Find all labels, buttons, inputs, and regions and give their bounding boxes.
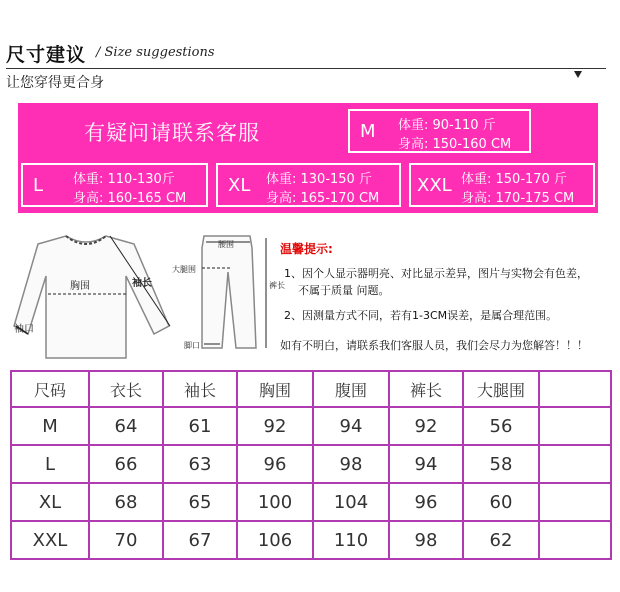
length-label: 裤长	[269, 281, 285, 290]
tip-item: 不属于质量 问题。	[298, 284, 390, 297]
size-box-l	[21, 163, 208, 207]
table-cell	[539, 521, 611, 559]
height-range: 身高: 160-165 CM	[73, 191, 187, 206]
size-label: M	[360, 121, 376, 142]
tips-title: 温馨提示:	[280, 242, 333, 256]
weight-range: 体重: 150-170 斤	[461, 172, 567, 187]
page-title-english: / Size suggestions	[96, 45, 215, 60]
thigh-label: 大腿围	[172, 265, 196, 274]
table-row	[11, 483, 611, 521]
table-cell: 70	[89, 521, 163, 559]
table-cell: 60	[463, 483, 539, 521]
size-box-m	[348, 109, 531, 153]
table-cell: 94	[313, 407, 389, 445]
size-banner	[18, 103, 598, 213]
table-cell: 100	[237, 483, 313, 521]
page-subtitle: 让您穿得更合身	[6, 75, 104, 91]
column-header: 尺码	[11, 371, 89, 407]
cuff-label: 袖口	[14, 324, 34, 335]
triangle-down-icon	[574, 71, 582, 78]
column-header: 胸围	[237, 371, 313, 407]
tip-item: 如有不明白，请联系我们客服人员，我们会尽力为您解答！！！	[280, 339, 588, 352]
table-cell: 63	[163, 445, 237, 483]
table-cell: 92	[237, 407, 313, 445]
column-header: 腹围	[313, 371, 389, 407]
size-table	[10, 370, 612, 560]
table-cell: 58	[463, 445, 539, 483]
table-cell: XXL	[11, 521, 89, 559]
size-label: XXL	[417, 175, 452, 196]
contact-service-text: 有疑问请联系客服	[84, 121, 260, 145]
tip-item: 1、因个人显示器明亮、对比显示差异，图片与实物会有色差，	[284, 267, 588, 280]
size-box-xxl	[409, 163, 595, 207]
weight-range: 体重: 110-130斤	[73, 172, 175, 187]
weight-range: 体重: 130-150 斤	[266, 172, 372, 187]
table-cell: 62	[463, 521, 539, 559]
table-cell: 98	[389, 521, 463, 559]
table-cell: 104	[313, 483, 389, 521]
pants-diagram	[170, 228, 285, 358]
height-range: 身高: 165-170 CM	[266, 191, 380, 206]
weight-range: 体重: 90-110 斤	[398, 118, 496, 133]
table-row	[11, 445, 611, 483]
column-header: 衣长	[89, 371, 163, 407]
size-box-xl	[216, 163, 401, 207]
table-cell: M	[11, 407, 89, 445]
page-title: 尺寸建议	[6, 44, 87, 66]
table-cell: 56	[463, 407, 539, 445]
waist-label: 腰围	[218, 240, 234, 249]
table-cell: L	[11, 445, 89, 483]
column-header: 裤长	[389, 371, 463, 407]
hem-label: 脚口	[184, 341, 200, 350]
table-row	[11, 407, 611, 445]
table-cell	[539, 445, 611, 483]
sleeve-label: 袖长	[132, 278, 152, 289]
table-cell	[539, 483, 611, 521]
table-cell: 98	[313, 445, 389, 483]
table-cell: 92	[389, 407, 463, 445]
table-cell: 96	[389, 483, 463, 521]
column-header: 袖长	[163, 371, 237, 407]
table-cell: 110	[313, 521, 389, 559]
table-cell: 68	[89, 483, 163, 521]
column-header: 大腿围	[463, 371, 539, 407]
table-header-row	[11, 371, 611, 407]
table-cell: XL	[11, 483, 89, 521]
table-cell: 106	[237, 521, 313, 559]
table-cell: 64	[89, 407, 163, 445]
tip-item: 2、因测量方式不同，若有1-3CM误差，是属合理范围。	[284, 309, 558, 322]
header-divider	[6, 68, 606, 69]
size-label: XL	[228, 175, 251, 196]
pants-outline	[202, 236, 256, 348]
height-range: 身高: 150-160 CM	[398, 137, 512, 152]
table-cell: 66	[89, 445, 163, 483]
table-row	[11, 521, 611, 559]
chest-label: 胸围	[70, 281, 90, 292]
table-cell: 67	[163, 521, 237, 559]
column-header	[539, 371, 611, 407]
table-cell: 65	[163, 483, 237, 521]
size-label: L	[33, 175, 44, 196]
shirt-outline	[14, 236, 169, 358]
height-range: 身高: 170-175 CM	[461, 191, 575, 206]
table-cell: 61	[163, 407, 237, 445]
table-cell	[539, 407, 611, 445]
table-cell: 94	[389, 445, 463, 483]
table-cell: 96	[237, 445, 313, 483]
shirt-diagram	[14, 226, 184, 366]
